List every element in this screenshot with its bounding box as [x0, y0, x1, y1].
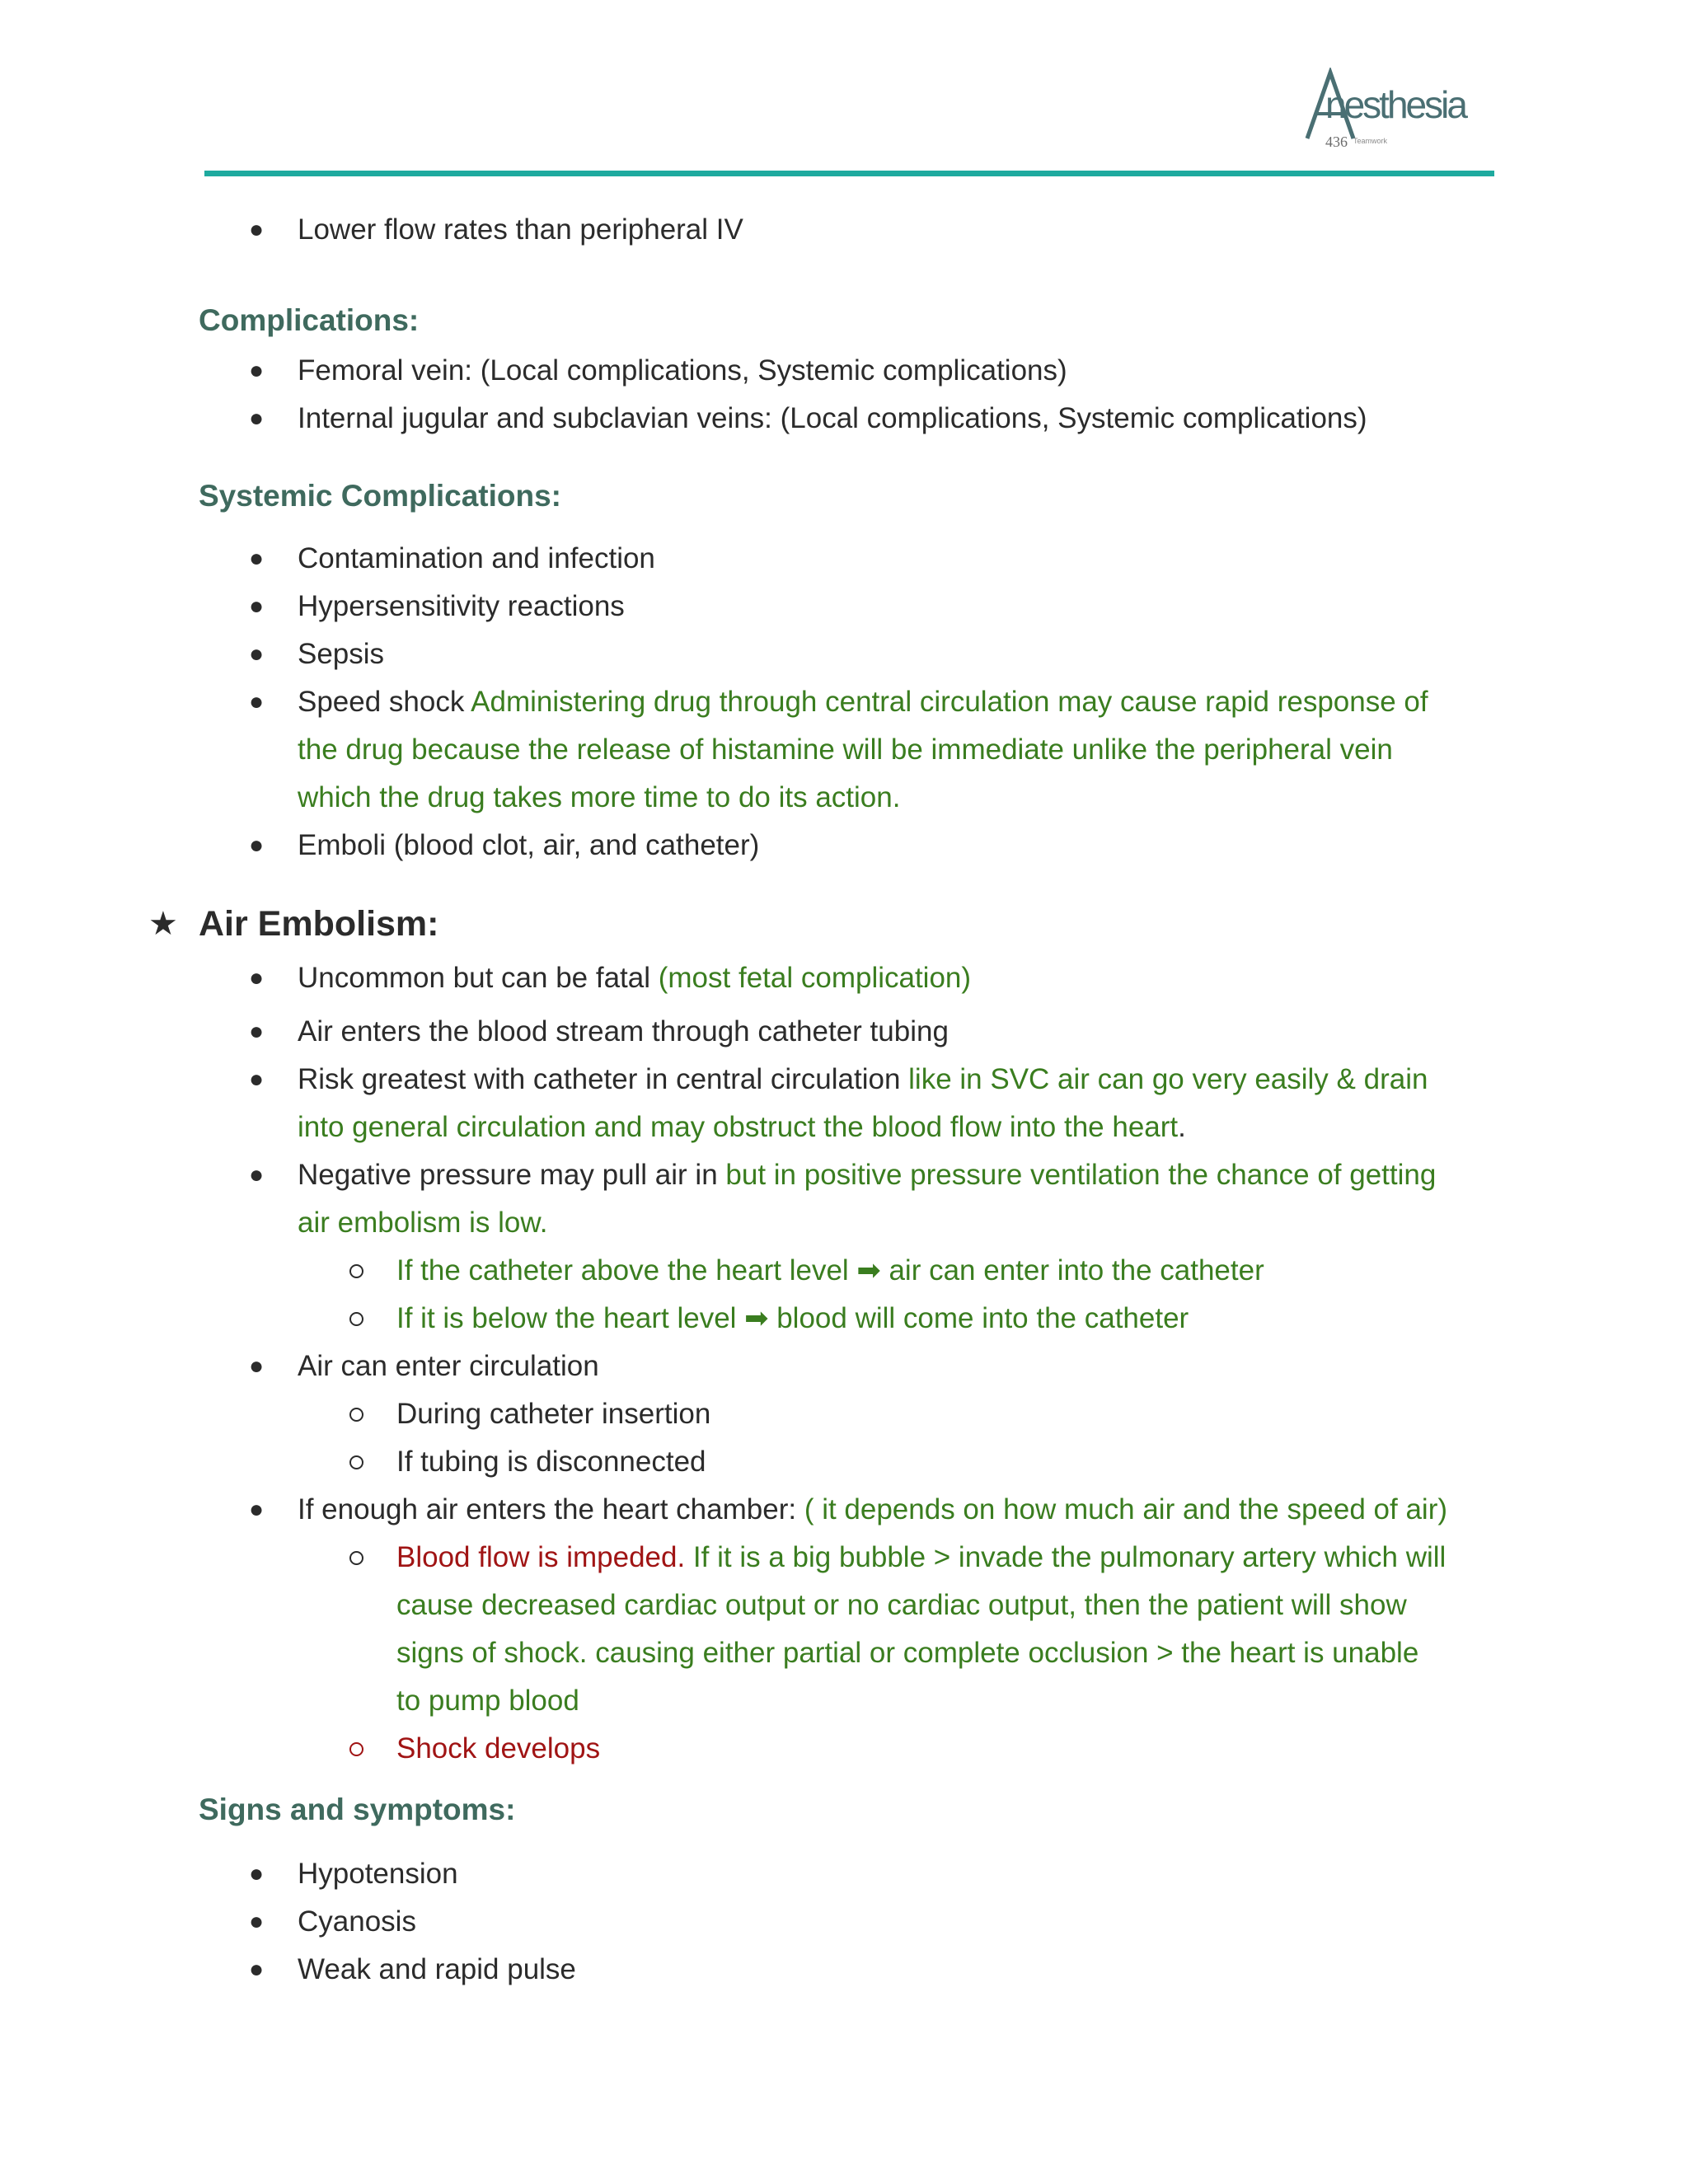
list-item: Air enters the blood stream through catheter tubing [298, 1015, 949, 1047]
list-item: Sepsis [298, 638, 385, 670]
sub-list-item: If the catheter above the heart level ➡ air can enter into the catheter [396, 1254, 1264, 1286]
list-item: Air can enter circulation [298, 1350, 599, 1382]
sub-list-item: During catheter insertion [396, 1398, 711, 1430]
bullet-dot: ● [249, 1908, 265, 1935]
bullet-dot: ● [249, 1956, 265, 1983]
list-item-text: . [1178, 1111, 1186, 1143]
bullet-dot: ● [249, 1018, 265, 1045]
list-item: Weak and rapid pulse [298, 1953, 576, 1985]
section-heading-systemic: Systemic Complications: [199, 479, 562, 513]
list-item-continuation [298, 1104, 1186, 1151]
list-item [298, 1056, 1428, 1104]
bullet-dot: ● [249, 1066, 265, 1093]
bullet-dot: ● [249, 593, 265, 620]
list-item: Hypersensitivity reactions [298, 590, 625, 622]
sub-bullet-circle [349, 1742, 363, 1756]
anesthesia-logo [1302, 68, 1467, 150]
sub-bullet-circle [349, 1264, 363, 1278]
highlight-note: Shock develops [396, 1732, 601, 1765]
section-heading-complications: Complications: [199, 303, 420, 337]
bullet-dot: ● [249, 640, 265, 668]
highlight-note: Blood flow is impeded. [396, 1541, 686, 1573]
bullet-dot: ● [249, 545, 265, 572]
bullet-dot: ● [249, 832, 265, 859]
bullet-dot: ● [249, 1496, 265, 1523]
list-item: Internal jugular and subclavian veins: (Local complications, Systemic complications) [298, 402, 1367, 434]
sub-bullet-circle [349, 1455, 363, 1469]
annotation-note: to pump blood [396, 1685, 579, 1717]
header-rule [204, 171, 1494, 176]
list-item-text: If enough air enters the heart chamber: [298, 1493, 804, 1526]
bullet-dot: ● [249, 1352, 265, 1380]
list-item: Lower flow rates than peripheral IV [298, 213, 743, 246]
sub-list-item: If tubing is disconnected [396, 1446, 706, 1478]
list-item: Emboli (blood clot, air, and catheter) [298, 829, 760, 861]
section-heading-air-embolism: Air Embolism: [199, 904, 439, 944]
annotation-note: (most fetal complication) [658, 962, 972, 994]
list-item: Cyanosis [298, 1905, 416, 1938]
sub-list-item [396, 1534, 1446, 1582]
bullet-dot: ● [249, 357, 265, 384]
list-item [298, 678, 1428, 726]
annotation-note: like in SVC air can go very easily & drain [908, 1063, 1428, 1095]
list-item-text: Risk greatest with catheter in central circulation [298, 1063, 909, 1095]
annotation-note: but in positive pressure ventilation the chance of getting [725, 1159, 1437, 1191]
annotation-note: air embolism is low. [298, 1207, 548, 1239]
bullet-dot: ● [249, 216, 265, 243]
list-item-text: Speed shock [298, 686, 471, 718]
bullet-dot: ● [249, 405, 265, 432]
logo-word: nesthesia [1325, 83, 1465, 126]
sub-bullet-circle [349, 1408, 363, 1422]
annotation-note: Administering drug through central circulation may cause rapid response of [471, 686, 1428, 718]
annotation-note: the drug because the release of histamine will be immediate unlike the peripheral vein [298, 733, 1393, 766]
list-item [298, 954, 971, 1002]
sub-bullet-circle [349, 1551, 363, 1565]
list-item: Femoral vein: (Local complications, Systemic complications) [298, 354, 1067, 387]
list-item-text: Uncommon but can be fatal [298, 962, 659, 994]
sub-bullet-circle [349, 1312, 363, 1326]
logo-number: 436 [1325, 134, 1348, 150]
bullet-dot: ● [249, 1860, 265, 1887]
section-heading-signs: Signs and symptoms: [199, 1793, 516, 1826]
logo-tag: Teamwork [1353, 137, 1388, 145]
bullet-dot: ● [249, 688, 265, 715]
sub-list-item: If it is below the heart level ➡ blood will come into the catheter [396, 1302, 1189, 1334]
annotation-note: signs of shock. causing either partial or complete occlusion > the heart is unable [396, 1637, 1419, 1669]
annotation-note: If it is a big bubble > invade the pulmonary artery which will [685, 1541, 1447, 1573]
list-item: Hypotension [298, 1858, 458, 1890]
bullet-dot: ● [249, 964, 265, 991]
list-item [298, 1151, 1436, 1199]
annotation-note: which the drug takes more time to do its action. [298, 781, 901, 813]
list-item-text: Negative pressure may pull air in [298, 1159, 726, 1191]
annotation-note: ( it depends on how much air and the speed of air) [804, 1493, 1447, 1526]
list-item: Contamination and infection [298, 542, 655, 574]
star-icon: ★ [148, 906, 178, 942]
list-item [298, 1486, 1447, 1534]
bullet-dot: ● [249, 1161, 265, 1188]
annotation-note: into general circulation and may obstruct the blood flow into the heart [298, 1111, 1179, 1143]
annotation-note: cause decreased cardiac output or no cardiac output, then the patient will show [396, 1589, 1407, 1621]
